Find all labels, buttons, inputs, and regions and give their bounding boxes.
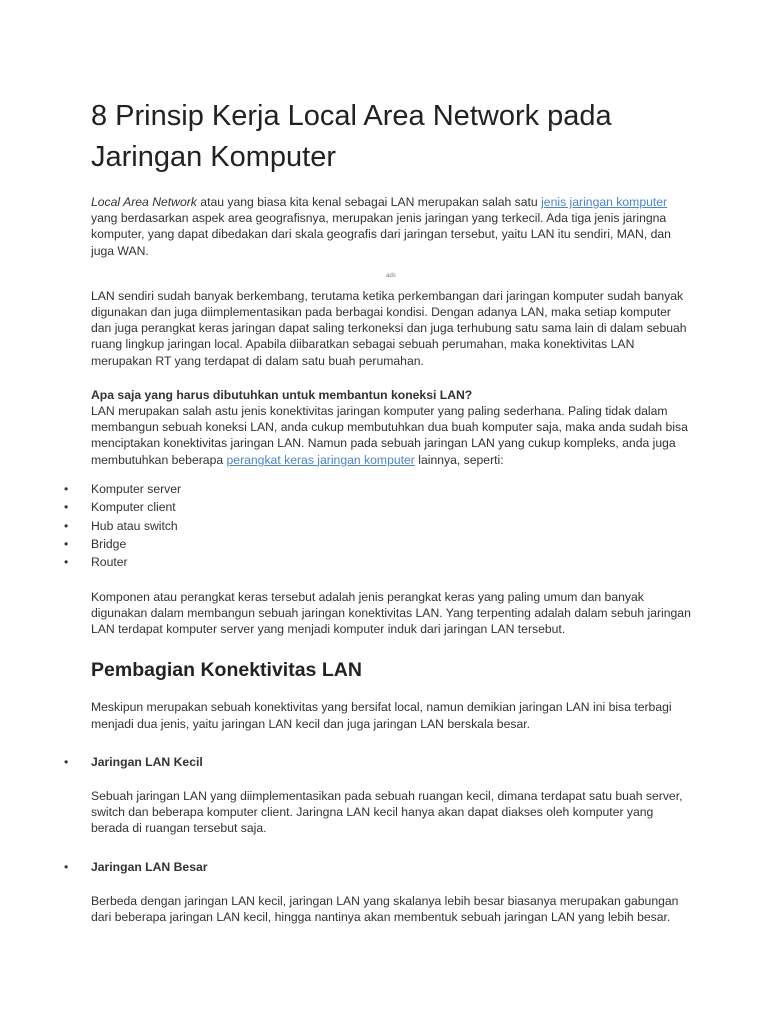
list-item bbox=[0, 517, 691, 535]
list-item-label: Router bbox=[91, 555, 128, 570]
paragraph-lan-division: Meskipun merupakan sebuah konektivitas yang bersifat local, namun demikian jaringan LAN ini bisa terbagi menjadi dua jenis, yaitu jaringan LAN kecil dan juga jaringan LAN berskala besar. bbox=[91, 700, 672, 731]
intro-text-after-link: yang berdasarkan aspek area geografisnya, merupakan jenis jaringan yang terkecil. Ada tiga jenis jaringna komputer, yang dapat dibedakan dari skala geografis dari jaringan tersebut, yaitu LAN itu sendiri, MAN, dan juga WAN. bbox=[91, 211, 671, 258]
subheading-label: Jaringan LAN Besar bbox=[91, 859, 208, 874]
list-item-label: Komputer server bbox=[91, 481, 182, 496]
link-jenis-jaringan-komputer[interactable]: jenis jaringan komputer bbox=[541, 195, 668, 209]
intro-text-before-link: atau yang biasa kita kenal sebagai LAN merupakan salah satu bbox=[196, 195, 542, 209]
article-body bbox=[64, 96, 691, 925]
paragraph-lan-kecil: Sebuah jaringan LAN yang diimplementasikan pada sebuah ruangan kecil, dimana terdapat satu buah server, switch dan beberapa komputer client. Jaringna LAN kecil hanya akan dapat diakses oleh komputer yang berada di ruangan tersebut saja. bbox=[91, 788, 683, 836]
bullet-icon: • bbox=[64, 555, 69, 570]
paragraph-hardware-summary: Komponen atau perangkat keras tersebut adalah jenis perangkat keras yang paling umum dan banyak digunakan dalam membangun sebuah jaringan konektivitas LAN. Yang terpenting adalah dalam sebuh jaringan LAN terdapat komputer server yang menjadi komputer induk dari jaringan LAN tersebut. bbox=[91, 589, 691, 637]
section-heading: Pembagian Konektivitas LAN bbox=[91, 659, 362, 682]
subheading-label: Jaringan LAN Kecil bbox=[91, 754, 203, 769]
bullet-icon: • bbox=[64, 754, 69, 769]
paragraph-lan-requirements bbox=[91, 403, 691, 468]
intro-term: Local Area Network bbox=[91, 195, 197, 209]
bullet-icon: • bbox=[64, 518, 69, 533]
requirements-text-before-link: LAN merupakan salah astu jenis konektivitas jaringan komputer yang paling sederhana. Paling tidak dalam membangun sebuah koneksi LAN, anda cukup membutuhkan dua buah komputer saja, maka anda sudah bisa menciptakan konektivitas jaringan LAN. Namun pada sebuah jaringan LAN yang cukup kompleks, anda juga membutuhkan beberapa bbox=[91, 404, 688, 467]
list-item-label: Hub atau switch bbox=[91, 518, 178, 533]
paragraph-lan-besar: Berbeda dengan jaringan LAN kecil, jaringan LAN yang skalanya lebih besar biasanya merupakan gabungan dari beberapa jaringan LAN kecil, hingga nantinya akan membentuk sebuah jaringan LAN yang lebih besar. bbox=[91, 893, 679, 924]
hardware-list bbox=[0, 480, 691, 572]
bullet-icon: • bbox=[64, 537, 69, 552]
link-perangkat-keras-jaringan[interactable]: perangkat keras jaringan komputer bbox=[226, 452, 415, 467]
subheading-lan-kecil bbox=[64, 754, 691, 770]
intro-paragraph bbox=[91, 194, 691, 259]
list-item bbox=[0, 535, 691, 553]
article-title: 8 Prinsip Kerja Local Area Network pada Jaringan Komputer bbox=[91, 100, 612, 173]
subheading-lan-besar bbox=[64, 859, 691, 875]
requirements-text-after-link: lainnya, seperti: bbox=[414, 452, 504, 467]
list-item bbox=[0, 553, 691, 571]
ads-label: ads bbox=[386, 272, 396, 279]
list-item bbox=[0, 498, 691, 516]
list-item bbox=[0, 480, 691, 498]
list-item-label: Bridge bbox=[91, 537, 127, 552]
bullet-icon: • bbox=[64, 500, 69, 515]
list-item-label: Komputer client bbox=[91, 500, 176, 515]
paragraph-lan-development: LAN sendiri sudah banyak berkembang, terutama ketika perkembangan dari jaringan komputer sudah banyak digunakan dan juga diimplementasikan pada berbagai kondisi. Dengan adanya LAN, maka setiap komputer dan juga perangkat keras jaringan dapat saling terkoneksi dan juga terhubung satu sama lain di dalam sebuah ruang lingkup jaringan local. Apabila diibaratkan sebagai sebuah perumahan, maka konektivitas LAN merupakan RT yang terdapat di dalam satu buah perumahan. bbox=[91, 288, 687, 368]
bullet-icon: • bbox=[64, 481, 69, 496]
question-heading: Apa saja yang harus dibutuhkan untuk membantun koneksi LAN? bbox=[91, 387, 473, 402]
bullet-icon: • bbox=[64, 859, 69, 874]
